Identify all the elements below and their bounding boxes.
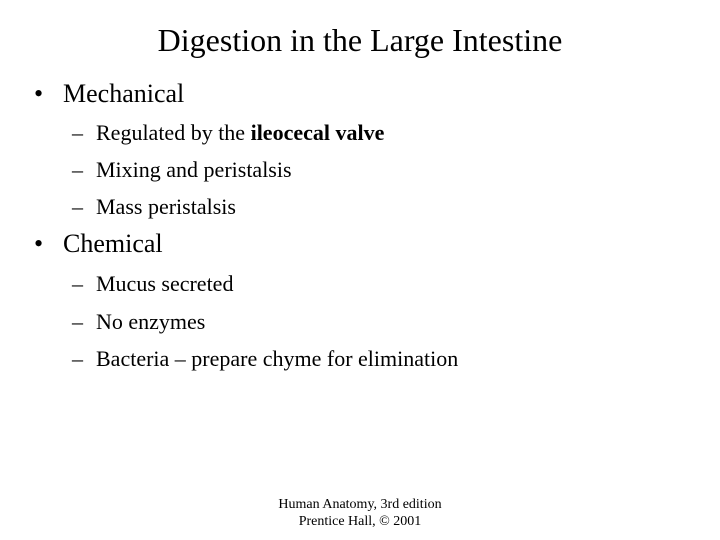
sub-item	[72, 157, 292, 183]
sub-item	[72, 194, 236, 220]
sub-item-bold-text: ileocecal valve	[250, 120, 385, 145]
bullet-heading: Mechanical	[63, 79, 185, 108]
bullet-heading: Chemical	[63, 229, 163, 258]
footer-line-1: Human Anatomy, 3rd edition	[278, 497, 442, 512]
bullet-chemical	[34, 229, 163, 259]
slide-footer	[180, 496, 540, 530]
slide-title: Digestion in the Large Intestine	[157, 22, 563, 58]
sub-item	[72, 271, 233, 297]
sub-item	[72, 120, 384, 146]
bullet-mechanical	[34, 79, 184, 109]
sub-item-text: No enzymes	[96, 309, 206, 334]
dash-icon: –	[72, 157, 83, 182]
dash-icon: –	[72, 120, 83, 145]
dash-icon: –	[72, 346, 83, 371]
sub-item-text: Mixing and peristalsis	[96, 157, 292, 182]
bullet-icon: •	[34, 79, 44, 108]
sub-item-text: Regulated by the	[96, 120, 251, 145]
sub-item-text: Mass peristalsis	[96, 194, 236, 219]
dash-icon: –	[72, 271, 83, 296]
sub-item-text: Bacteria – prepare chyme for elimination	[96, 346, 459, 371]
bullet-icon: •	[34, 229, 44, 258]
dash-icon: –	[72, 194, 83, 219]
sub-item-text: Mucus secreted	[96, 271, 234, 296]
sub-item	[72, 346, 458, 372]
footer-line-2: Prentice Hall, © 2001	[298, 514, 422, 529]
dash-icon: –	[72, 309, 83, 334]
sub-item	[72, 309, 205, 335]
